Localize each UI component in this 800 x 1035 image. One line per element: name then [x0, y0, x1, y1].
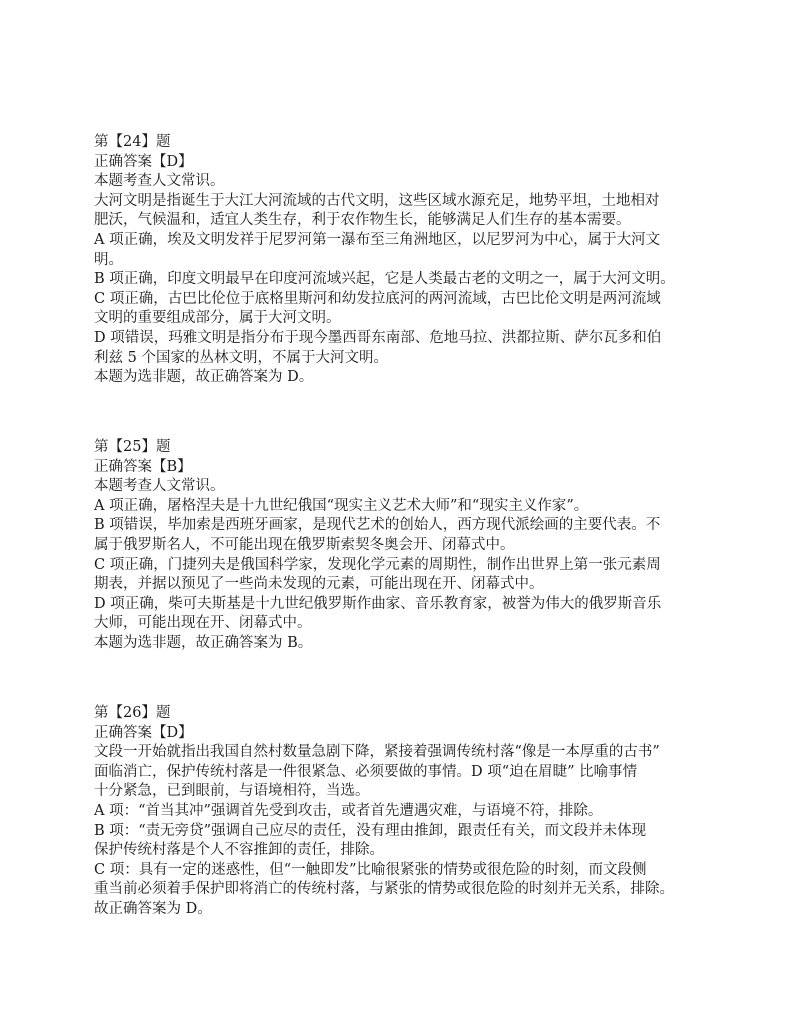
- text-line: C 项：具有一定的迷惑性，但“一触即发”比喻很紧张的情势或很危险的时刻，而文段侧: [94, 861, 647, 878]
- text-line: 大河文明是指诞生于大江大河流域的古代文明，这些区域水源充足，地势平坦，土地相对: [94, 192, 660, 209]
- text-line: 本题考查人文常识。: [94, 478, 225, 495]
- question-25-heading: 第【25】题: [94, 439, 171, 455]
- text-line: 故正确答案为 D。: [94, 900, 212, 917]
- text-line: B 项：“责无旁贷”强调自己应尽的责任，没有理由推卸，跟责任有关，而文段并未体现: [94, 822, 647, 839]
- text-line: 大师，可能出现在开、闭幕式中。: [94, 615, 312, 632]
- text-line: C 项正确，古巴比伦位于底格里斯河和幼发拉底河的两河流域，古巴比伦文明是两河流域: [94, 290, 661, 307]
- text-line: B 项正确，印度文明最早在印度河流域兴起，它是人类最古老的文明之一，属于大河文明。: [94, 271, 675, 288]
- text-line: A 项正确，屠格涅夫是十九世纪俄国“现实主义艺术大师”和“现实主义作家”。: [94, 497, 589, 514]
- text-line: D 项正确，柴可夫斯基是十九世纪俄罗斯作曲家、音乐教育家，被誉为伟大的俄罗斯音乐: [94, 595, 662, 612]
- text-line: D 项错误，玛雅文明是指分布于现今墨西哥东南部、危地马拉、洪都拉斯、萨尔瓦多和伯: [94, 329, 662, 346]
- text-line: 本题为选非题，故正确答案为 B。: [94, 634, 313, 651]
- text-line: 本题为选非题，故正确答案为 D。: [94, 369, 314, 386]
- text-line: 重当前必须着手保护即将消亡的传统村落，与紧张的情势或很危险的时刻并无关系，排除。: [94, 881, 674, 898]
- text-line: B 项错误，毕加索是西班牙画家，是现代艺术的创始人，西方现代派绘画的主要代表。不: [94, 517, 661, 534]
- text-line: 文段一开始就指出我国自然村数量急剧下降，紧接着强调传统村落“像是一本厚重的古书”: [94, 744, 660, 761]
- text-line: 文明的重要组成部分，属于大河文明。: [94, 310, 341, 327]
- question-26-section: [94, 704, 714, 920]
- text-line: A 项正确，埃及文明发祥于尼罗河第一瀑布至三角洲地区，以尼罗河为中心，属于大河文: [94, 231, 661, 248]
- text-line: A 项：“首当其冲”强调首先受到攻击，或者首先遭遇灾难，与语境不符，排除。: [94, 802, 603, 819]
- text-line: 属于俄罗斯名人，不可能出现在俄罗斯索契冬奥会开、闭幕式中。: [94, 536, 515, 553]
- question-24-section: [94, 133, 714, 388]
- question-25-section: [94, 438, 714, 654]
- text-line: 面临消亡，保护传统村落是一件很紧急、必须要做的事情。D 项“迫在眉睫” 比喻事情: [94, 763, 638, 780]
- text-line: 本题考查人文常识。: [94, 173, 225, 190]
- question-26-heading: 第【26】题: [94, 705, 171, 721]
- text-line: 保护传统村落是个人不容推卸的责任，排除。: [94, 842, 384, 859]
- text-line: 利兹 5 个国家的丛林文明，不属于大河文明。: [94, 349, 388, 366]
- text-line: 肥沃，气候温和，适宜人类生存，利于农作物生长，能够满足人们生存的基本需要。: [94, 212, 631, 229]
- question-24-heading: 第【24】题: [94, 134, 171, 150]
- text-line: 正确答案【B】: [94, 458, 192, 475]
- text-line: 期表，并据以预见了一些尚未发现的元素，可能出现在开、闭幕式中。: [94, 576, 544, 593]
- text-line: 十分紧急，已到眼前，与语境相符，当选。: [94, 783, 370, 800]
- text-line: 正确答案【D】: [94, 724, 193, 741]
- text-line: 正确答案【D】: [94, 153, 193, 170]
- text-line: C 项正确，门捷列夫是俄国科学家，发现化学元素的周期性，制作出世界上第一张元素周: [94, 556, 661, 573]
- text-line: 明。: [94, 251, 123, 268]
